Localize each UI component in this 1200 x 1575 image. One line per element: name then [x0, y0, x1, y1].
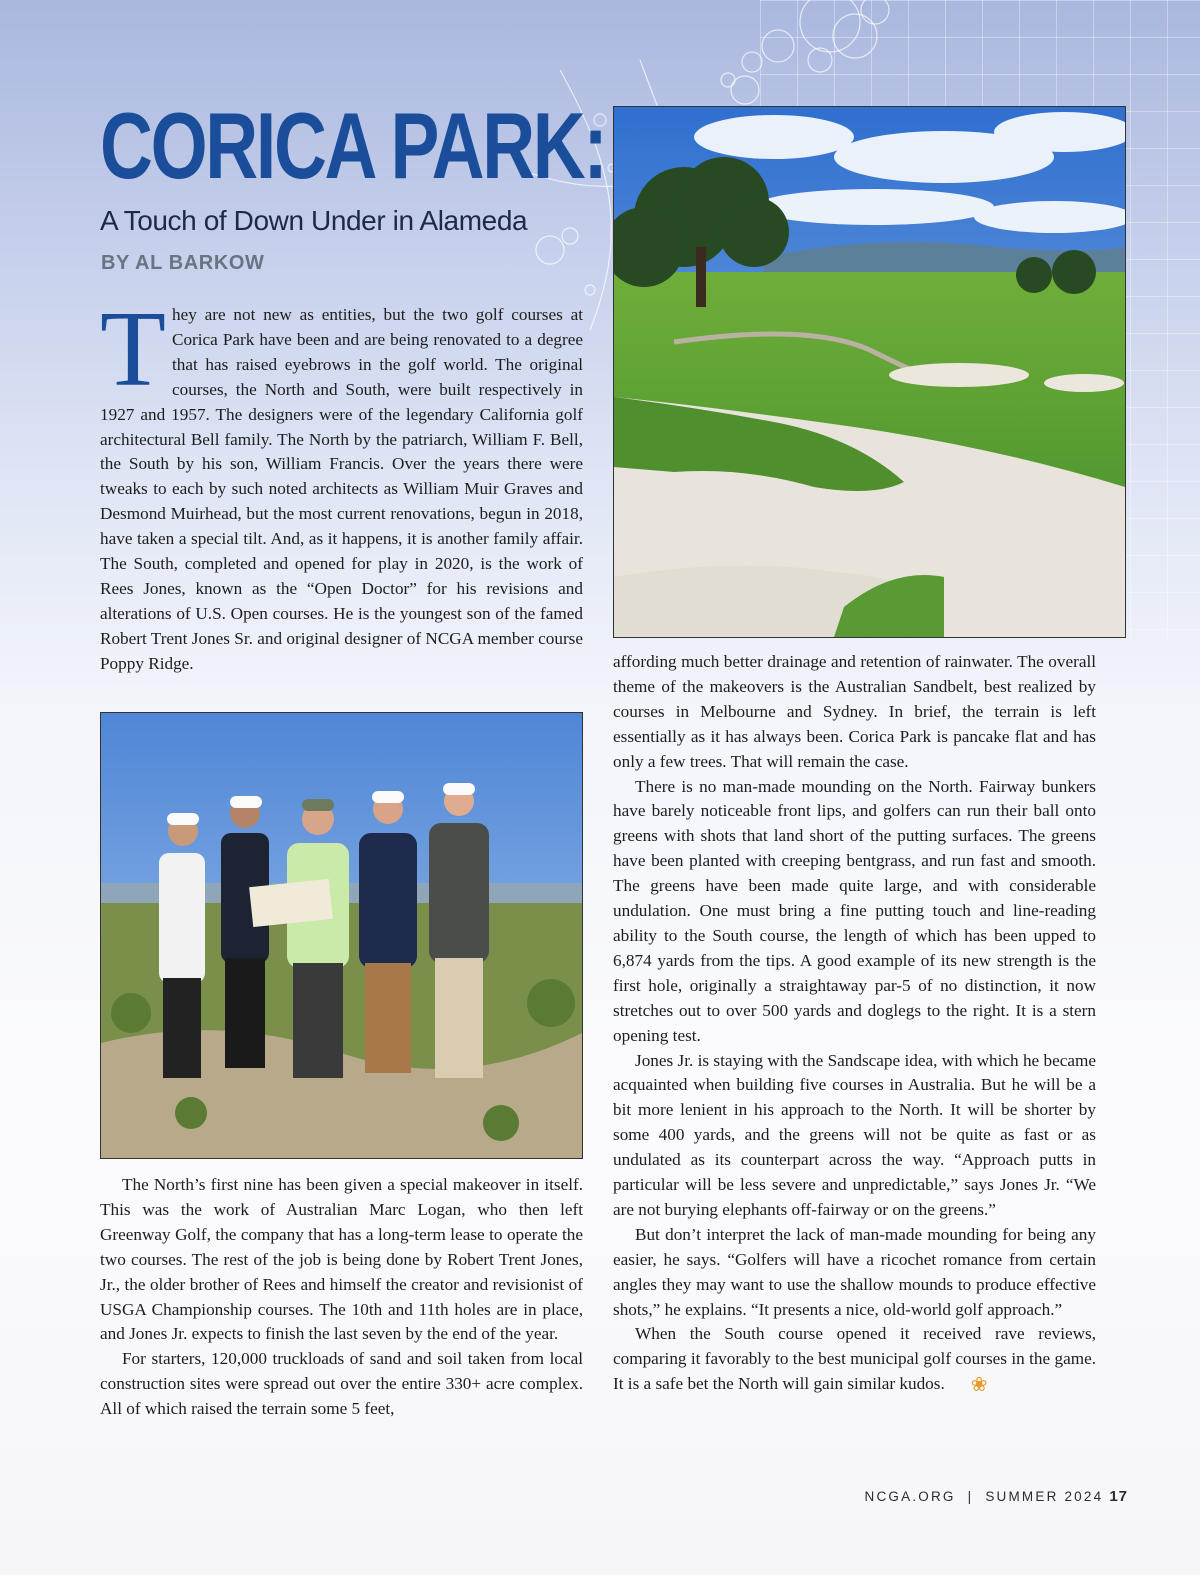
footer-issue: SUMMER 2024 [985, 1489, 1104, 1504]
group-photo [100, 712, 583, 1159]
article-subtitle: A Touch of Down Under in Alameda [100, 205, 528, 236]
page-footer [865, 1488, 1129, 1505]
poppy-icon: ❀ [970, 1374, 988, 1397]
article-title: CORICA PARK: [100, 93, 606, 198]
footer-site: NCGA.ORG [864, 1489, 956, 1504]
paragraph: There is no man-made mounding on the North. Fairway bunkers have barely noticeable front lips, and golfers can run their ball onto greens with shots that land short of the putting surfaces. The greens have been planted with creeping bentgrass, and run fast and smooth. The greens have been made quite large, and with considerable undulation. One must bring a fine putting touch and line-reading ability to the South course, the length of which has been upped to 6,874 yards from the tips. A good example of its new strength is the first hole, originally a straightaway par-5 of no distinction, it now stretches out to over 500 yards and doglegs to the right. It is a stern opening test. [613, 776, 1096, 1045]
drop-cap: T [100, 290, 166, 409]
page-number: 17 [1109, 1488, 1128, 1505]
intro-paragraph: hey are not new as entities, but the two golf courses at Corica Park have been and are being renovated to a degree that has raised eyebrows in the golf world. The original courses, the North and South, were built respectively in 1927 and 1957. The designers were of the legendary California golf architectural Bell family. The North by the patriarch, William F. Bell, the South by his son, William Francis. Over the years there were tweaks to each by such noted architects as William Muir Graves and Desmond Muirhead, but the most current renovations, begun in 2018, have taken a special tilt. And, as it happens, it is another family affair. The South, completed and opened for play in 2020, is the work of Rees Jones, known as the “Open Doctor” for his revisions and alterations of U.S. Open courses. He is the youngest son of the famed Robert Trent Jones Sr. and original designer of NCGA member course Poppy Ridge. [100, 305, 583, 673]
intro-column [100, 290, 583, 677]
left-lower-column [100, 1173, 583, 1422]
right-column [613, 650, 1096, 1397]
paragraph: For starters, 120,000 truckloads of sand and soil taken from local construction sites were spread out over the entire 330+ acre complex. All of which raised the terrain some 5 feet, [100, 1349, 583, 1419]
paragraph: But don’t interpret the lack of man-made mounding for being any easier, he says. “Golfers will have a ricochet romance from certain angles they may want to use the shallow mounds to produce effective shots,” he explains. “It presents a nice, old-world golf approach.” [613, 1224, 1096, 1319]
footer-separator: | [967, 1489, 974, 1504]
course-photo [613, 106, 1126, 638]
byline: BY AL BARKOW [101, 252, 265, 274]
closing-paragraph: When the South course opened it received rave reviews, comparing it favorably to the best municipal golf courses in the game. It is a safe bet the North will gain similar kudos. [613, 1324, 1096, 1394]
paragraph: The North’s first nine has been given a special makeover in itself. This was the work of Australian Marc Logan, who then left Greenway Golf, the company that has a long-term lease to operate the two courses. The rest of the job is being done by Robert Trent Jones, Jr., the older brother of Rees and himself the creator and revisionist of USGA Championship courses. The 10th and 11th holes are in place, and Jones Jr. expects to finish the last seven by the end of the year. [100, 1175, 583, 1344]
paragraph: affording much better drainage and retention of rainwater. The overall theme of the makeovers is the Australian Sandbelt, best realized by courses in Melbourne and Sydney. In brief, the terrain is left essentially as it has always been. Corica Park is pancake flat and has only a few trees. That will remain the case. [613, 652, 1096, 771]
paragraph: Jones Jr. is staying with the Sandscape idea, with which he became acquainted when building five courses in Australia. But he will be a bit more lenient in his approach to the North. It will be shorter by some 400 yards, and the greens will not be quite as fast or as undulated as its counterpart across the way. “Approach putts in particular will be less severe and unpredictable,” says Jones Jr. “We are not burying elephants off-fairway or on the greens.” [613, 1050, 1096, 1219]
